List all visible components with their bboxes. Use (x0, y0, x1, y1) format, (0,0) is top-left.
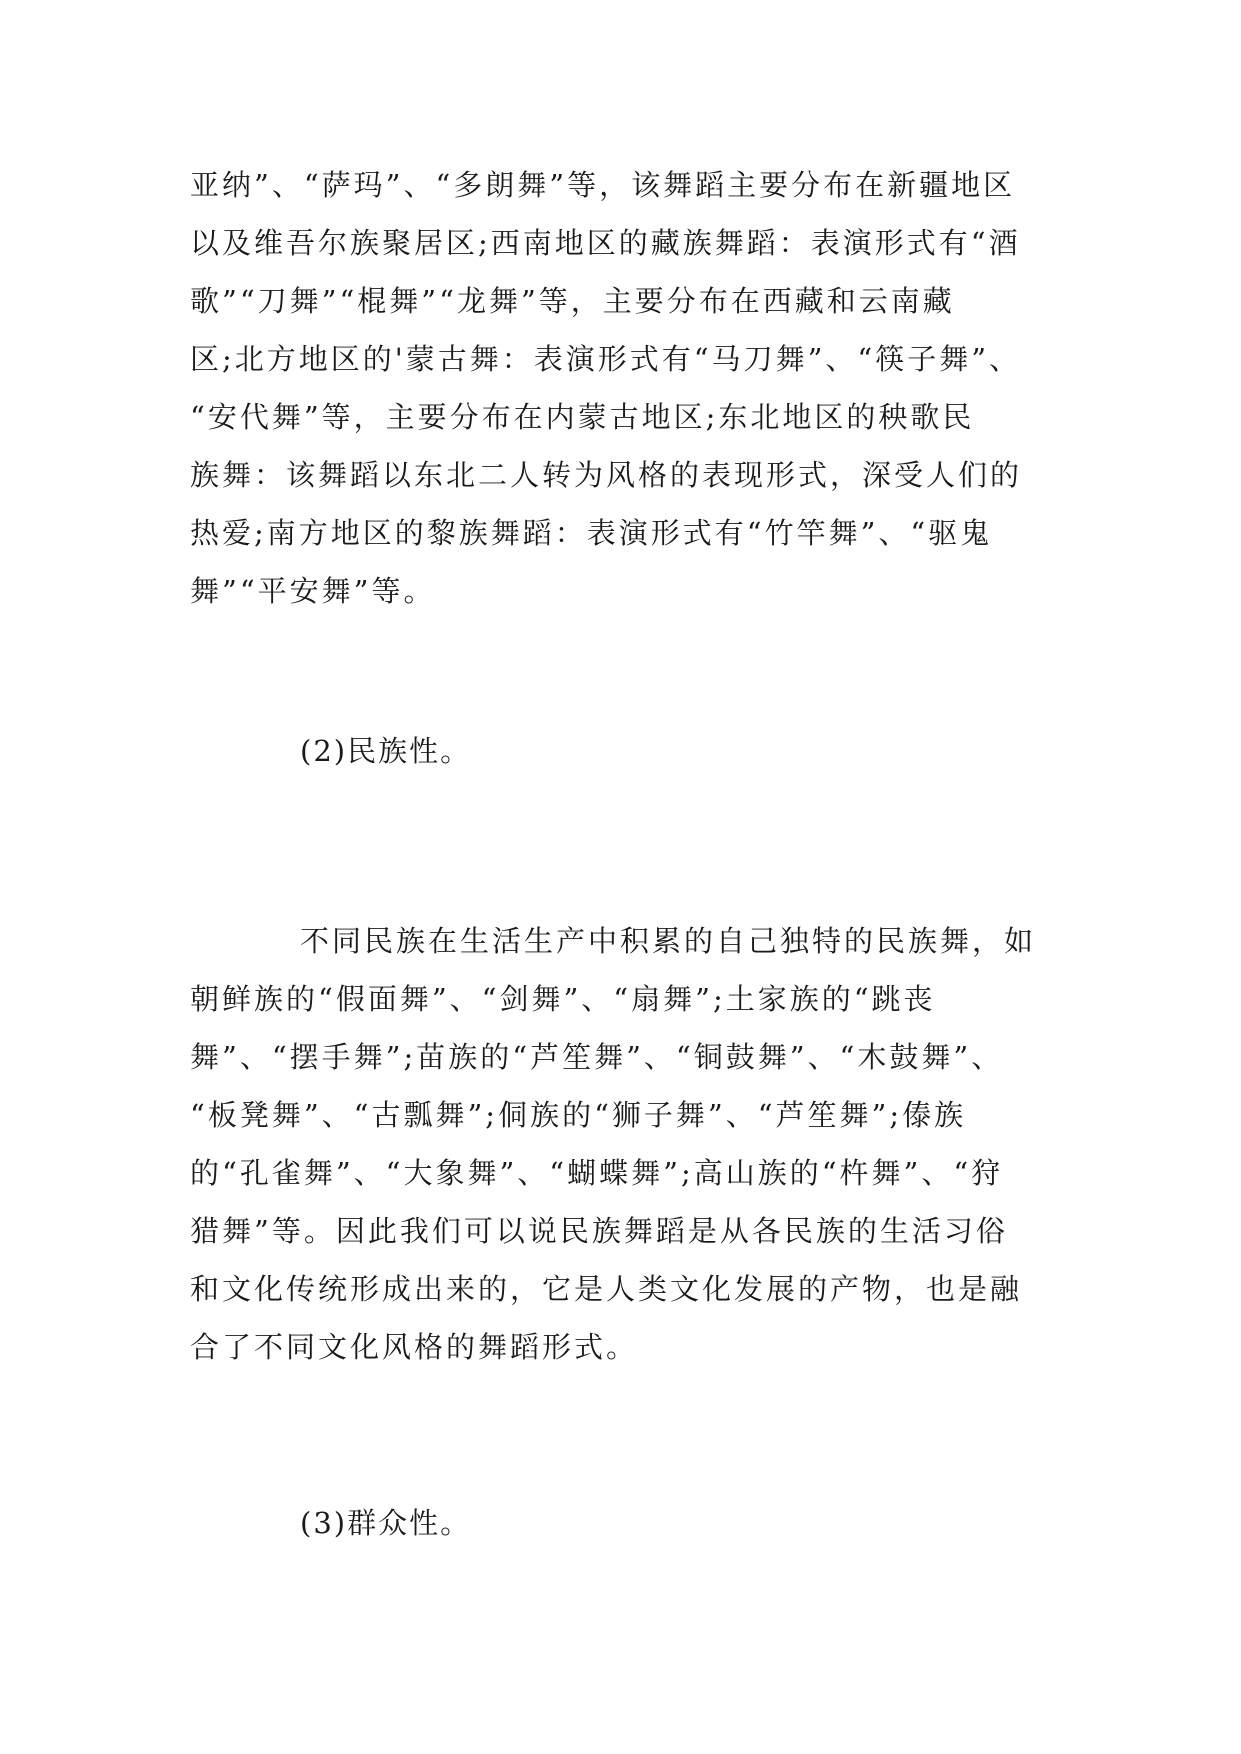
text-line: 区;北方地区的'蒙古舞：表演形式有“马刀舞”、“筷子舞”、 (190, 342, 1022, 376)
text-line: “板凳舞”、“古瓢舞”;侗族的“狮子舞”、“芦笙舞”;傣族 (190, 1098, 967, 1132)
text-line: 歌”“刀舞”“棍舞”“龙舞”等，主要分布在西藏和云南藏 (190, 284, 955, 318)
text-line: 不同民族在生活生产中积累的自己独特的民族舞，如 (300, 924, 1037, 958)
text-line: 猎舞”等。因此我们可以说民族舞蹈是从各民族的生活习俗 (190, 1214, 1008, 1248)
text-line: 舞”、“摆手舞”;苗族的“芦笙舞”、“铜鼓舞”、“木鼓舞”、 (190, 1040, 1004, 1074)
section-heading-popularity: (3)群众性。 (300, 1506, 472, 1540)
text-line: 朝鲜族的“假面舞”、“剑舞”、“扇舞”;土家族的“跳丧 (190, 982, 936, 1016)
text-line: 和文化传统形成出来的，它是人类文化发展的产物，也是融 (190, 1272, 1023, 1306)
paragraph-ethnic-dances (190, 912, 1090, 1376)
text-line: 族舞：该舞蹈以东北二人转为风格的表现形式，深受人们的 (190, 458, 1023, 492)
paragraph-dance-regions (190, 156, 1090, 620)
text-line: 亚纳”、“萨玛”、“多朗舞”等，该舞蹈主要分布在新疆地区 (190, 168, 1016, 202)
text-line: 热爱;南方地区的黎族舞蹈：表演形式有“竹竿舞”、“驱鬼 (190, 516, 993, 550)
section-heading-ethnicity: (2)民族性。 (300, 734, 472, 768)
text-line: 合了不同文化风格的舞蹈形式。 (190, 1330, 639, 1364)
text-line: 以及维吾尔族聚居区;西南地区的藏族舞蹈：表演形式有“酒 (190, 226, 1021, 260)
text-line: 的“孔雀舞”、“大象舞”、“蝴蝶舞”;高山族的“杵舞”、“狩 (190, 1156, 1004, 1190)
text-line: 舞”“平安舞”等。 (190, 574, 436, 608)
text-line: “安代舞”等，主要分布在内蒙古地区;东北地区的秧歌民 (190, 400, 975, 434)
